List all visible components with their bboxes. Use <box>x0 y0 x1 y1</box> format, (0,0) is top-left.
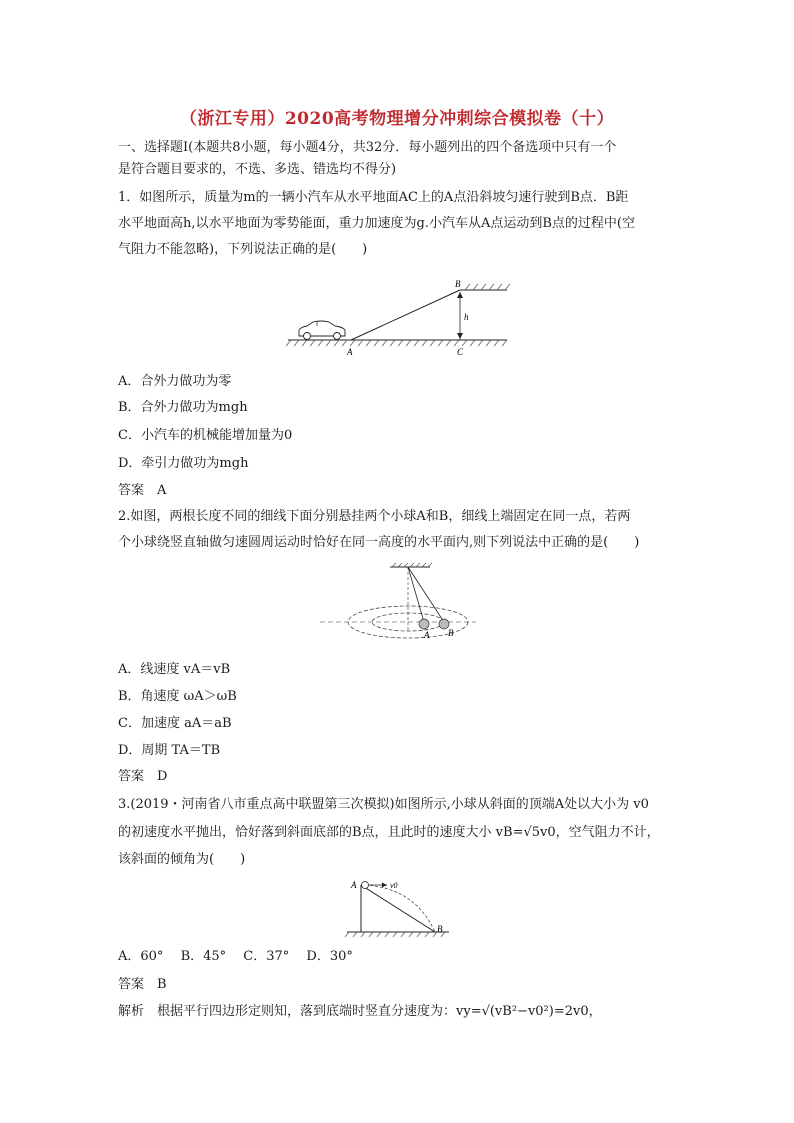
label-h: h <box>464 312 469 322</box>
q2-option-a: A．线速度 vA＝vB <box>118 662 231 677</box>
q2-option-d: D．周期 TA＝TB <box>118 743 221 758</box>
q1-stem-line1: 1．如图所示，质量为m的一辆小汽车从水平地面AC上的A点沿斜坡匀速行驶到B点．B距 <box>118 190 629 205</box>
q1-option-d: D．牵引力做功为mgh <box>118 456 249 471</box>
q2-stem-line2: 个小球绕竖直轴做匀速圆周运动时恰好在同一高度的水平面内,则下列说法中正确的是( ) <box>118 535 640 550</box>
q3-analysis: 解析 根据平行四边形定则知，落到底端时竖直分速度为：vy=√(vB²−v0²)=2v0， <box>118 1004 602 1019</box>
q2-answer: 答案 D <box>118 769 168 784</box>
ball-a <box>419 619 429 629</box>
q1-stem-line3: 气阻力不能忽略)，下列说法正确的是( ) <box>118 242 368 257</box>
label-B: B <box>448 628 454 638</box>
q2-option-b: B．角速度 ωA＞ωB <box>118 689 237 704</box>
q1-slope-diagram <box>285 278 515 358</box>
q3-stem-line2: 的初速度水平抛出，恰好落到斜面底部的B点，且此时的速度大小 vB=√5v0，空气阻力不计， <box>118 825 660 840</box>
q2-stem-line1: 2.如图，两根长度不同的细线下面分别悬挂两个小球A和B，细线上端固定在同一点，若两 <box>118 509 631 524</box>
section-header-line2: 是符合题目要求的，不选、多选、错选均不得分) <box>118 162 397 177</box>
q2-pendulum-diagram <box>318 562 478 642</box>
label-A: A <box>424 630 430 640</box>
q3-answer: 答案 B <box>118 977 167 992</box>
car-icon <box>299 321 345 340</box>
label-v0: v0 <box>390 881 398 890</box>
q3-options: A．60° B．45° C．37° D．30° <box>118 949 353 964</box>
q3-stem-line3: 该斜面的倾角为( ) <box>118 852 246 867</box>
q1-option-a: A．合外力做功为零 <box>118 374 232 389</box>
label-C: C <box>457 347 464 357</box>
q1-option-b: B．合外力做功为mgh <box>118 400 248 415</box>
q1-option-c: C．小汽车的机械能增加量为0 <box>118 428 293 443</box>
q3-stem-line1: 3.(2019・河南省八市重点高中联盟第三次模拟)如图所示,小球从斜面的顶端A处以大小为 v0 <box>118 797 649 812</box>
label-B: B <box>455 279 461 289</box>
q2-option-c: C．加速度 aA＝aB <box>118 716 232 731</box>
q3-incline-diagram <box>343 874 453 940</box>
page-title: （浙江专用）2020高考物理增分冲刺综合模拟卷（十） <box>179 109 615 129</box>
label-A: A <box>351 880 357 890</box>
section-header-line1: 一、选择题Ⅰ(本题共8小题，每小题4分，共32分．每小题列出的四个备选项中只有一个 <box>118 140 617 155</box>
label-B: B <box>437 924 443 934</box>
q1-answer: 答案 A <box>118 483 167 498</box>
q1-stem-line2: 水平地面高h,以水平地面为零势能面，重力加速度为g.小汽车从A点运动到B点的过程中(空 <box>118 216 635 231</box>
label-A: A <box>347 347 353 357</box>
